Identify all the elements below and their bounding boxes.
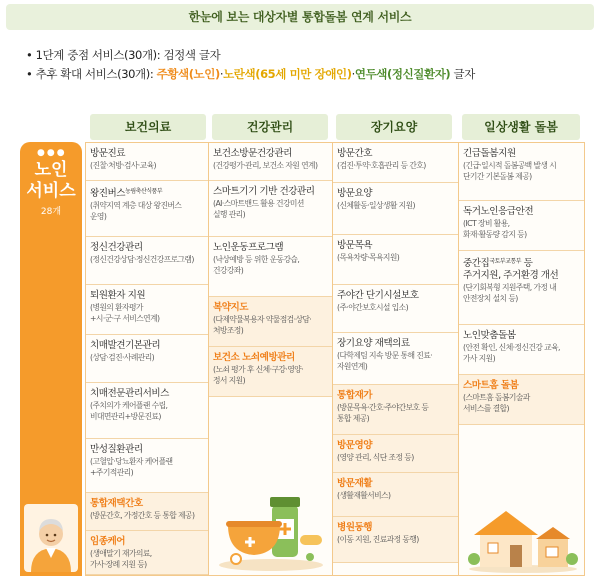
service-name bbox=[213, 302, 328, 314]
service-description: (방문간호, 가정간호 등 통합 제공) bbox=[90, 511, 195, 520]
senior-services-panel bbox=[20, 142, 82, 576]
service-description: (취약지역 계층 대상 왕진버스 운영) bbox=[90, 201, 182, 221]
service-name-text: 중간집 bbox=[463, 258, 490, 269]
senior-services-title: 노인 서비스 bbox=[26, 160, 76, 201]
service-name bbox=[90, 186, 204, 200]
service-name-text: 왕진버스 bbox=[90, 188, 126, 199]
service-name-text: 독거노인응급안전 bbox=[463, 206, 534, 217]
medicine-illustration-icon bbox=[214, 465, 328, 573]
service-name-text: 스마트홈 돌봄 bbox=[463, 380, 519, 391]
service-name-text: 방문재활 bbox=[337, 478, 373, 489]
service-item-long-term-care bbox=[333, 183, 458, 235]
elderly-person-icon bbox=[24, 504, 78, 572]
service-name bbox=[90, 290, 204, 302]
service-name bbox=[90, 536, 204, 548]
service-item-daily-care bbox=[459, 201, 584, 251]
service-item-health-management bbox=[209, 143, 332, 181]
service-name bbox=[90, 498, 204, 510]
header-long-term-care: 장기요양 bbox=[336, 114, 452, 140]
service-name bbox=[90, 444, 204, 456]
service-item-health-care bbox=[86, 335, 208, 383]
service-name bbox=[463, 206, 580, 218]
service-item-long-term-care bbox=[333, 333, 458, 385]
service-description: (목욕차량·목욕지원) bbox=[337, 253, 400, 262]
service-item-long-term-care bbox=[333, 473, 458, 517]
service-description: (진찰·처방·검사·교육) bbox=[90, 161, 156, 170]
service-description: (단기회복형 지원주택, 가정 내 안전장치 설치 등) bbox=[463, 283, 557, 303]
service-item-health-care bbox=[86, 237, 208, 285]
service-name-text: 긴급돌봄지원 bbox=[463, 148, 516, 159]
service-name bbox=[463, 148, 580, 160]
service-item-daily-care bbox=[459, 375, 584, 425]
service-name bbox=[337, 478, 454, 490]
page-banner: 한눈에 보는 대상자별 통합돌봄 연계 서비스 bbox=[6, 4, 594, 30]
service-name bbox=[90, 242, 204, 254]
service-name-text: 임종케어 bbox=[90, 536, 126, 547]
service-description: (AI·스마트밴드 활용 건강미션 실행 관리) bbox=[213, 199, 304, 219]
note-line-2: • 추후 확대 서비스(30개): 주황색(노인)·노란색(65세 미만 장애인)·연두색(정신질환자) 글자 bbox=[26, 67, 475, 81]
service-agency-note: 국토부교통부 bbox=[489, 258, 522, 265]
service-description: (건강평가·관리, 보건소 자원 연계) bbox=[213, 161, 318, 170]
service-description: (낙상예방 등 위한 운동강습, 건강강좌) bbox=[213, 255, 300, 275]
service-name-text: 정신건강관리 bbox=[90, 242, 143, 253]
service-grid bbox=[85, 142, 585, 576]
note-orange: 주황색(노인) bbox=[156, 67, 220, 81]
service-name-text: 병원동행 bbox=[337, 522, 373, 533]
service-name bbox=[213, 242, 328, 254]
service-name-text: 방문영양 bbox=[337, 440, 373, 451]
service-item-long-term-care bbox=[333, 285, 458, 333]
dots-decoration: ●●● bbox=[37, 148, 67, 158]
service-name-text: 치매발견기본관리 bbox=[90, 340, 161, 351]
service-name-text: 퇴원환자 지원 bbox=[90, 290, 146, 301]
service-name-text: 방문요양 bbox=[337, 188, 373, 199]
note-green: 연두색(정신질환자) bbox=[354, 67, 451, 81]
service-description: (정신건강상담·정신건강프로그램) bbox=[90, 255, 194, 264]
service-name-text: 복약지도 bbox=[213, 302, 249, 313]
service-name bbox=[213, 352, 328, 364]
service-name-text: 장기요양 재택의료 bbox=[337, 338, 410, 349]
service-name bbox=[337, 440, 454, 452]
service-item-long-term-care bbox=[333, 517, 458, 563]
header-health-management: 건강관리 bbox=[212, 114, 328, 140]
service-agency-note: 농림축산식품부 bbox=[125, 188, 163, 195]
header-health-care: 보건의료 bbox=[90, 114, 206, 140]
service-name-text: 노인맞춤돌봄 bbox=[463, 330, 516, 341]
service-item-daily-care bbox=[459, 143, 584, 201]
service-name bbox=[213, 186, 328, 198]
service-description: (신체활동·일상생활 지원) bbox=[337, 201, 415, 210]
service-item-long-term-care bbox=[333, 143, 458, 183]
service-name bbox=[337, 290, 454, 302]
service-description: (주·야간보호시설 입소) bbox=[337, 303, 409, 312]
service-description: (노쇠 평가 후 신체·구강·영양· 정서 지원) bbox=[213, 365, 303, 385]
note-yellow: 노란색(65세 미만 장애인) bbox=[223, 67, 352, 81]
service-description: (고혈압·당뇨환자 케어플랜 +주기적관리) bbox=[90, 457, 173, 477]
service-name-cont: 등 bbox=[521, 258, 533, 269]
column-health-care bbox=[86, 143, 208, 575]
service-description: (다제약물복용자 약물점검·상담· 처방조정) bbox=[213, 315, 312, 335]
service-description: (ICT 장비 활용, 화재·활동량 감지 등) bbox=[463, 219, 527, 239]
service-description: (영양 관리, 식단 조정 등) bbox=[337, 453, 414, 462]
service-description: (주치의가 케어플랜 수립, 비대면관리+방문진료) bbox=[90, 401, 168, 421]
service-item-long-term-care bbox=[333, 235, 458, 285]
service-name-text: 만성질환관리 bbox=[90, 444, 143, 455]
service-name bbox=[463, 256, 580, 282]
service-item-daily-care bbox=[459, 251, 584, 325]
service-description: (다학제팀 지속 방문 통해 진료· 자원연계) bbox=[337, 351, 433, 371]
service-name-text: 방문진료 bbox=[90, 148, 126, 159]
service-name bbox=[337, 240, 454, 252]
service-item-health-management bbox=[209, 297, 332, 347]
service-description: (검진·투약·호흡관리 등 간호) bbox=[337, 161, 426, 170]
service-name bbox=[337, 148, 454, 160]
service-item-long-term-care bbox=[333, 435, 458, 473]
service-name-text: 방문목욕 bbox=[337, 240, 373, 251]
service-name-text: 치매전문관리서비스 bbox=[90, 388, 169, 399]
header-daily-care: 일상생활 돌봄 bbox=[462, 114, 580, 140]
house-illustration-icon bbox=[466, 499, 580, 573]
service-name bbox=[90, 148, 204, 160]
service-name bbox=[337, 390, 454, 402]
service-description: (상담·검진·사례관리) bbox=[90, 353, 155, 362]
service-name-text: 통합재가 bbox=[337, 390, 373, 401]
service-item-health-care bbox=[86, 285, 208, 335]
service-name-text: 통합재택간호 bbox=[90, 498, 143, 509]
service-item-health-management bbox=[209, 237, 332, 297]
service-item-health-care bbox=[86, 143, 208, 181]
senior-services-count: 28개 bbox=[40, 207, 62, 217]
service-item-health-management bbox=[209, 347, 332, 397]
service-item-health-care bbox=[86, 531, 208, 575]
service-name bbox=[213, 148, 328, 160]
service-item-health-care bbox=[86, 493, 208, 531]
service-description: (생활재활서비스) bbox=[337, 491, 391, 500]
service-name bbox=[90, 340, 204, 352]
service-description: (생애말기 재가의료, 가사·장례 지원 등) bbox=[90, 549, 152, 569]
service-item-long-term-care bbox=[333, 385, 458, 435]
column-long-term-care bbox=[333, 143, 458, 575]
legend-notes bbox=[26, 46, 586, 84]
service-name-text: 방문간호 bbox=[337, 148, 373, 159]
service-name bbox=[463, 330, 580, 342]
service-name bbox=[337, 188, 454, 200]
service-description: (긴급·일시적 돌봄공백 발생 시 단기간 기본돌봄 제공) bbox=[463, 161, 557, 181]
service-name bbox=[463, 380, 580, 392]
service-name-cont: 주거지원, 주거환경 개선 bbox=[463, 270, 559, 281]
service-item-daily-care bbox=[459, 325, 584, 375]
service-name bbox=[90, 388, 204, 400]
service-name-text: 스마트기기 기반 건강관리 bbox=[213, 186, 315, 197]
service-item-health-care bbox=[86, 439, 208, 493]
service-name-text: 보건소 노쇠예방관리 bbox=[213, 352, 295, 363]
service-name-text: 노인운동프로그램 bbox=[213, 242, 284, 253]
service-description: (스마트홈 돌봄기술과 서비스를 결합) bbox=[463, 393, 530, 413]
service-item-health-management bbox=[209, 181, 332, 237]
service-item-health-care bbox=[86, 383, 208, 439]
service-name-text: 보건소방문건강관리 bbox=[213, 148, 292, 159]
service-name bbox=[337, 522, 454, 534]
service-name-text: 주야간 단기시설보호 bbox=[337, 290, 419, 301]
service-description: (안전 확인, 신체·정신건강 교육, 가사 지원) bbox=[463, 343, 560, 363]
note-line-1: • 1단계 중점 서비스(30개): 검정색 글자 bbox=[26, 48, 221, 62]
service-description: (이동 지원, 진료과정 동행) bbox=[337, 535, 419, 544]
service-name bbox=[337, 338, 454, 350]
service-description: (방문목욕·간호·주야간보호 등 통합 제공) bbox=[337, 403, 429, 423]
service-description: (병원의 환자평가 +시·군·구 서비스연계) bbox=[90, 303, 160, 323]
service-item-health-care bbox=[86, 181, 208, 237]
